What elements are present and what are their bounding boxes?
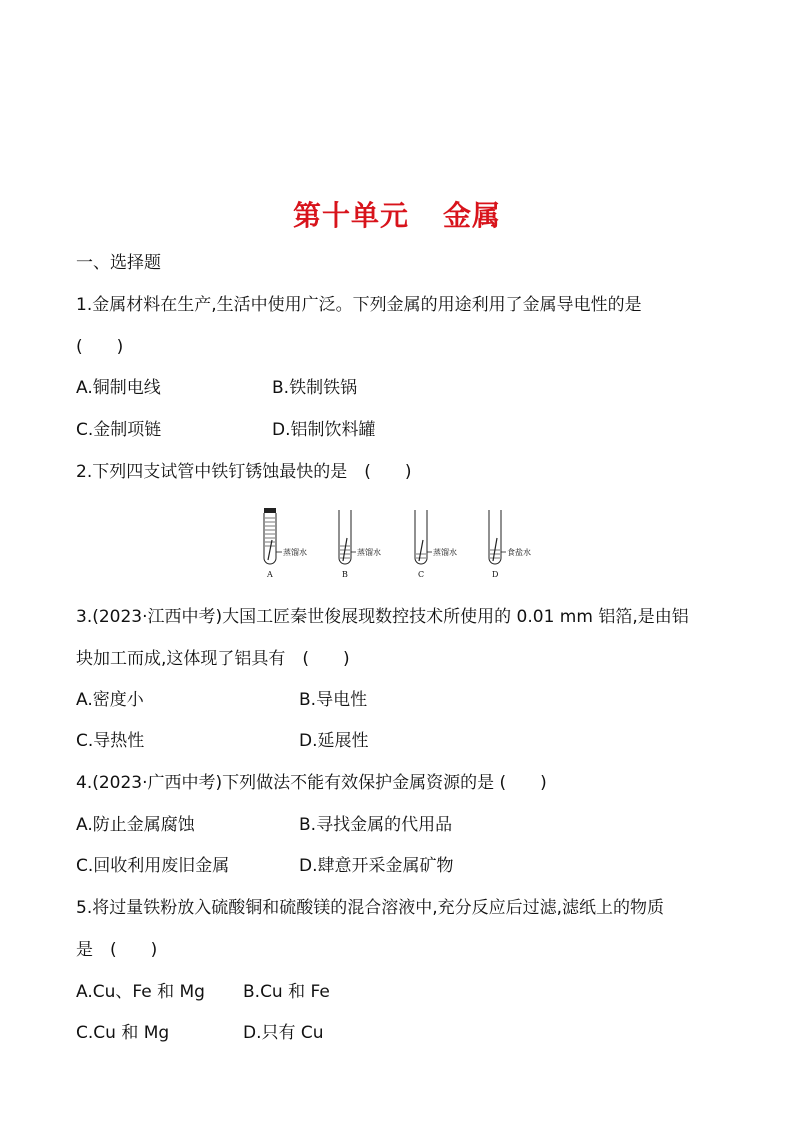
question-3-option-b[interactable]: B.导电性	[299, 690, 368, 710]
question-5-option-b[interactable]: B.Cu 和 Fe	[243, 982, 330, 1002]
question-4-option-a[interactable]: A.防止金属腐蚀	[76, 815, 195, 835]
question-1-option-b[interactable]: B.铁制铁锅	[272, 378, 358, 398]
title-topic: 金属	[443, 199, 502, 232]
question-4-option-c[interactable]: C.回收利用废旧金属	[76, 856, 230, 876]
question-1-stem: 1.金属材料在生产,生活中使用广泛。下列金属的用途利用了金属导电性的是	[76, 295, 642, 315]
question-5-option-c[interactable]: C.Cu 和 Mg	[76, 1023, 170, 1043]
question-5-option-a[interactable]: A.Cu、Fe 和 Mg	[76, 982, 205, 1002]
test-tube-figure	[252, 502, 542, 582]
question-4-stem: 4.(2023·广西中考)下列做法不能有效保护金属资源的是 ( )	[76, 773, 547, 793]
test-tubes-diagram	[252, 502, 542, 582]
page-title	[0, 194, 794, 234]
question-2-stem: 2.下列四支试管中铁钉锈蚀最快的是 ( )	[76, 462, 412, 482]
tube-a-letter: A	[267, 570, 273, 579]
question-4-option-b[interactable]: B.寻找金属的代用品	[299, 815, 453, 835]
tube-b	[339, 510, 381, 579]
tube-b-letter: B	[342, 570, 348, 579]
title-unit: 第十单元	[292, 199, 409, 232]
tube-c-letter: C	[418, 570, 425, 579]
tube-b-label: 蒸馏水	[357, 548, 381, 557]
tube-d-label: 食盐水	[507, 548, 531, 557]
tube-d	[489, 510, 531, 579]
question-3-option-a[interactable]: A.密度小	[76, 690, 144, 710]
question-5-stem: 5.将过量铁粉放入硫酸铜和硫酸镁的混合溶液中,充分反应后过滤,滤纸上的物质	[76, 898, 665, 918]
tube-a	[264, 508, 307, 579]
question-3-option-c[interactable]: C.导热性	[76, 731, 145, 751]
question-1-paren: ( )	[76, 337, 124, 357]
tube-c-label: 蒸馏水	[433, 548, 457, 557]
question-1-option-a[interactable]: A.铜制电线	[76, 378, 161, 398]
tube-c	[415, 510, 457, 579]
question-3-stem: 3.(2023·江西中考)大国工匠秦世俊展现数控技术所使用的 0.01 mm 铝箔,是由铝	[76, 607, 689, 627]
question-3-option-d[interactable]: D.延展性	[299, 731, 369, 751]
tube-d-letter: D	[492, 570, 499, 579]
question-1-option-c[interactable]: C.金制项链	[76, 420, 162, 440]
question-1-option-d[interactable]: D.铝制饮料罐	[272, 420, 376, 440]
question-4-option-d[interactable]: D.肆意开采金属矿物	[299, 856, 454, 876]
section-heading: 一、选择题	[76, 253, 161, 273]
question-5-stem-cont: 是 ( )	[76, 940, 158, 960]
question-5-option-d[interactable]: D.只有 Cu	[243, 1023, 324, 1043]
tube-a-label: 蒸馏水	[283, 548, 307, 557]
question-3-stem-cont: 块加工而成,这体现了铝具有 ( )	[76, 649, 350, 669]
